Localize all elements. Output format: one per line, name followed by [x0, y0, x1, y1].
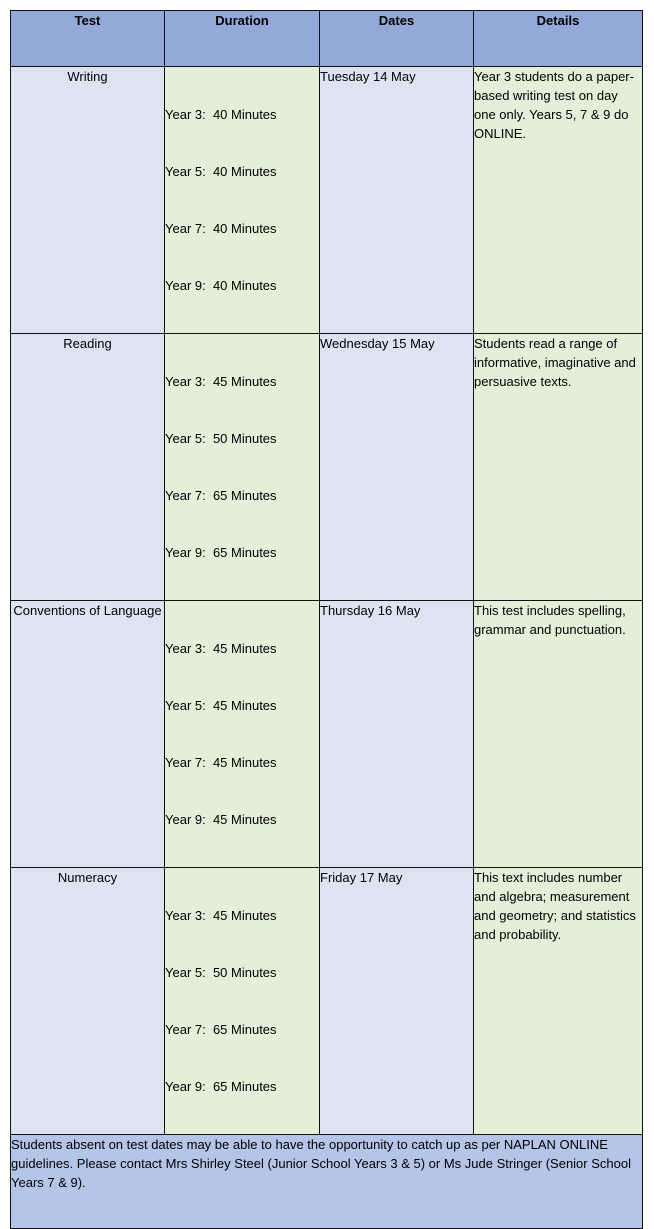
test-date: Thursday 16 May — [320, 601, 474, 868]
test-name: Numeracy — [11, 868, 165, 1135]
duration-line: Year 7: 65 Minutes — [165, 488, 277, 503]
test-date: Friday 17 May — [320, 868, 474, 1135]
table-row — [11, 601, 643, 868]
test-date: Wednesday 15 May — [320, 334, 474, 601]
duration-line: Year 7: 40 Minutes — [165, 221, 277, 236]
table-row — [11, 868, 643, 1135]
duration-line: Year 9: 45 Minutes — [165, 812, 277, 827]
duration-cell — [165, 334, 320, 601]
duration-line: Year 3: 40 Minutes — [165, 107, 277, 122]
duration-cell — [165, 67, 320, 334]
duration-line: Year 5: 45 Minutes — [165, 698, 277, 713]
test-details: This test includes spelling, grammar and punctuation. — [474, 601, 643, 868]
header-duration: Duration — [165, 11, 320, 67]
duration-line: Year 7: 45 Minutes — [165, 755, 277, 770]
table-row — [11, 334, 643, 601]
test-name: Conventions of Language — [11, 601, 165, 868]
duration-line: Year 5: 40 Minutes — [165, 164, 277, 179]
test-name: Writing — [11, 67, 165, 334]
duration-cell — [165, 868, 320, 1135]
duration-line: Year 5: 50 Minutes — [165, 965, 277, 980]
test-date: Tuesday 14 May — [320, 67, 474, 334]
duration-cell — [165, 601, 320, 868]
header-dates: Dates — [320, 11, 474, 67]
duration-line: Year 3: 45 Minutes — [165, 374, 277, 389]
header-test: Test — [11, 11, 165, 67]
duration-line: Year 7: 65 Minutes — [165, 1022, 277, 1037]
test-details: This text includes number and algebra; measurement and geometry; and statistics and probability. — [474, 868, 643, 1135]
duration-line: Year 3: 45 Minutes — [165, 641, 277, 656]
header-details: Details — [474, 11, 643, 67]
naplan-schedule-table — [10, 10, 643, 1229]
test-name: Reading — [11, 334, 165, 601]
header-row — [11, 11, 643, 67]
absence-note: Students absent on test dates may be able to have the opportunity to catch up as per NAPLAN ONLINE guidelines. Please contact Mrs Shirley Steel (Junior School Years 3 & 5) or Ms Jude Stringer (Senior School Years 7 & 9). — [11, 1135, 643, 1229]
footer-row — [11, 1135, 643, 1229]
duration-line: Year 9: 65 Minutes — [165, 545, 277, 560]
test-details: Year 3 students do a paper-based writing test on day one only. Years 5, 7 & 9 do ONLINE. — [474, 67, 643, 334]
table-row — [11, 67, 643, 334]
test-details: Students read a range of informative, imaginative and persuasive texts. — [474, 334, 643, 601]
duration-line: Year 9: 65 Minutes — [165, 1079, 277, 1094]
duration-line: Year 5: 50 Minutes — [165, 431, 277, 446]
duration-line: Year 3: 45 Minutes — [165, 908, 277, 923]
duration-line: Year 9: 40 Minutes — [165, 278, 277, 293]
